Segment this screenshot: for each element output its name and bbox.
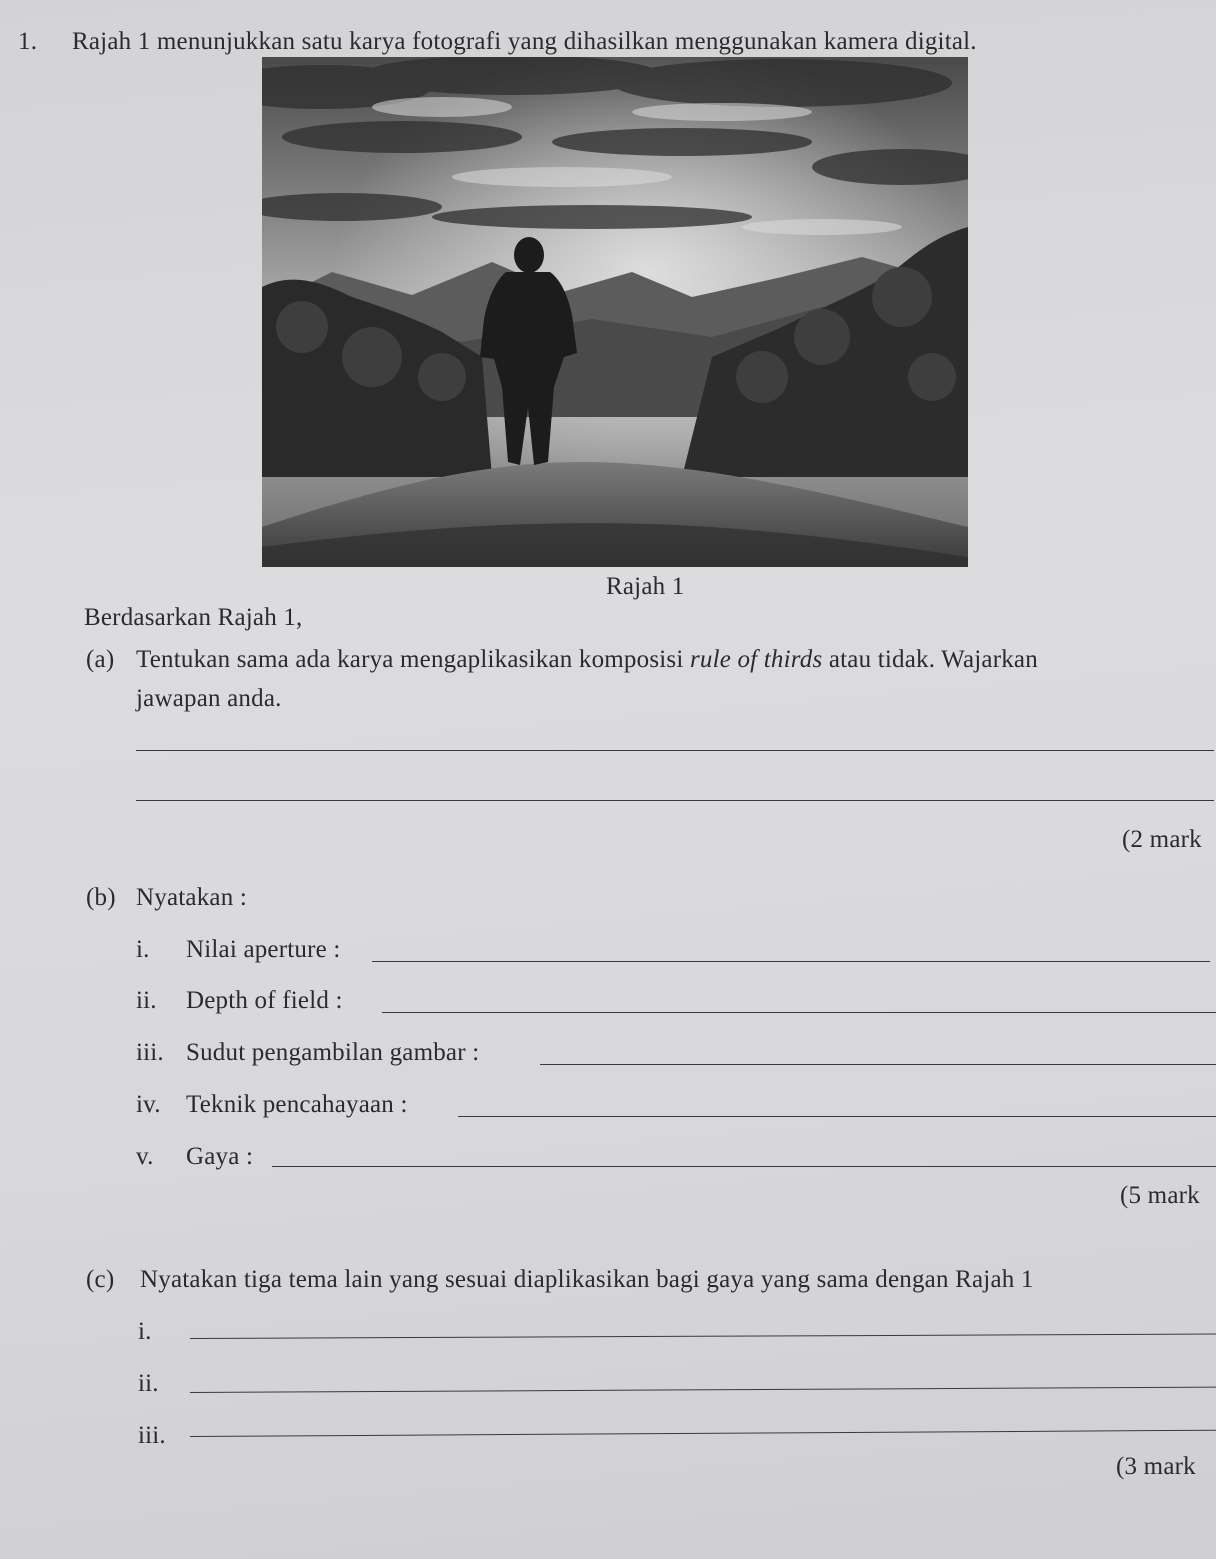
answer-line-c-3[interactable] <box>190 1430 1216 1437</box>
question-intro: Rajah 1 menunjukkan satu karya fotografi yang dihasilkan menggunakan kamera digital. <box>72 28 977 55</box>
part-b-item-num: iv. <box>136 1091 161 1118</box>
part-c-item-num: ii. <box>138 1370 159 1397</box>
part-a-label: (a) <box>86 646 115 673</box>
part-b-item-label: Gaya : <box>186 1143 254 1170</box>
part-a-text-start: Tentukan sama ada karya mengaplikasikan komposisi <box>136 646 690 673</box>
part-a-question <box>136 646 1038 674</box>
part-b-item-num: v. <box>136 1143 154 1170</box>
part-a-marks: (2 mark <box>1122 826 1202 853</box>
answer-line-depth-of-field[interactable] <box>382 1012 1216 1013</box>
answer-line-c-1[interactable] <box>190 1334 1216 1339</box>
part-c-prompt: Nyatakan tiga tema lain yang sesuai diaplikasikan bagi gaya yang sama dengan Rajah 1 <box>140 1266 1034 1293</box>
part-c-item-num: i. <box>138 1318 152 1345</box>
lead-in-text: Berdasarkan Rajah 1, <box>84 604 303 631</box>
part-b-item-num: iii. <box>136 1039 164 1066</box>
part-a-italic-term: rule of thirds <box>689 646 823 673</box>
part-b-prompt: Nyatakan : <box>136 884 247 911</box>
answer-line-sudut[interactable] <box>540 1064 1216 1065</box>
answer-line-a-1[interactable] <box>136 750 1214 751</box>
part-b-label: (b) <box>86 884 116 911</box>
answer-line-gaya[interactable] <box>272 1166 1216 1167</box>
answer-line-pencahayaan[interactable] <box>458 1116 1216 1117</box>
figure-caption: Rajah 1 <box>606 573 685 600</box>
part-b-item-num: i. <box>136 936 150 963</box>
answer-line-c-2[interactable] <box>190 1387 1216 1393</box>
part-a-text-end: atau tidak. Wajarkan <box>822 646 1038 673</box>
part-c-item-num: iii. <box>138 1422 166 1449</box>
part-b-item-label: Sudut pengambilan gambar : <box>186 1039 480 1066</box>
answer-line-a-2[interactable] <box>136 800 1214 801</box>
figure-photograph <box>262 57 968 567</box>
question-number: 1. <box>18 28 38 55</box>
photograph-landscape-image <box>262 57 968 567</box>
part-b-item-label: Teknik pencahayaan : <box>186 1091 408 1118</box>
part-c-marks: (3 mark <box>1116 1453 1196 1480</box>
part-a-question-line2: jawapan anda. <box>136 685 282 712</box>
part-b-item-label: Depth of field : <box>186 987 343 1014</box>
part-b-item-label: Nilai aperture : <box>186 936 341 963</box>
answer-line-aperture[interactable] <box>372 961 1210 962</box>
part-b-marks: (5 mark <box>1120 1182 1200 1209</box>
part-c-label: (c) <box>86 1266 115 1293</box>
part-b-item-num: ii. <box>136 987 157 1014</box>
